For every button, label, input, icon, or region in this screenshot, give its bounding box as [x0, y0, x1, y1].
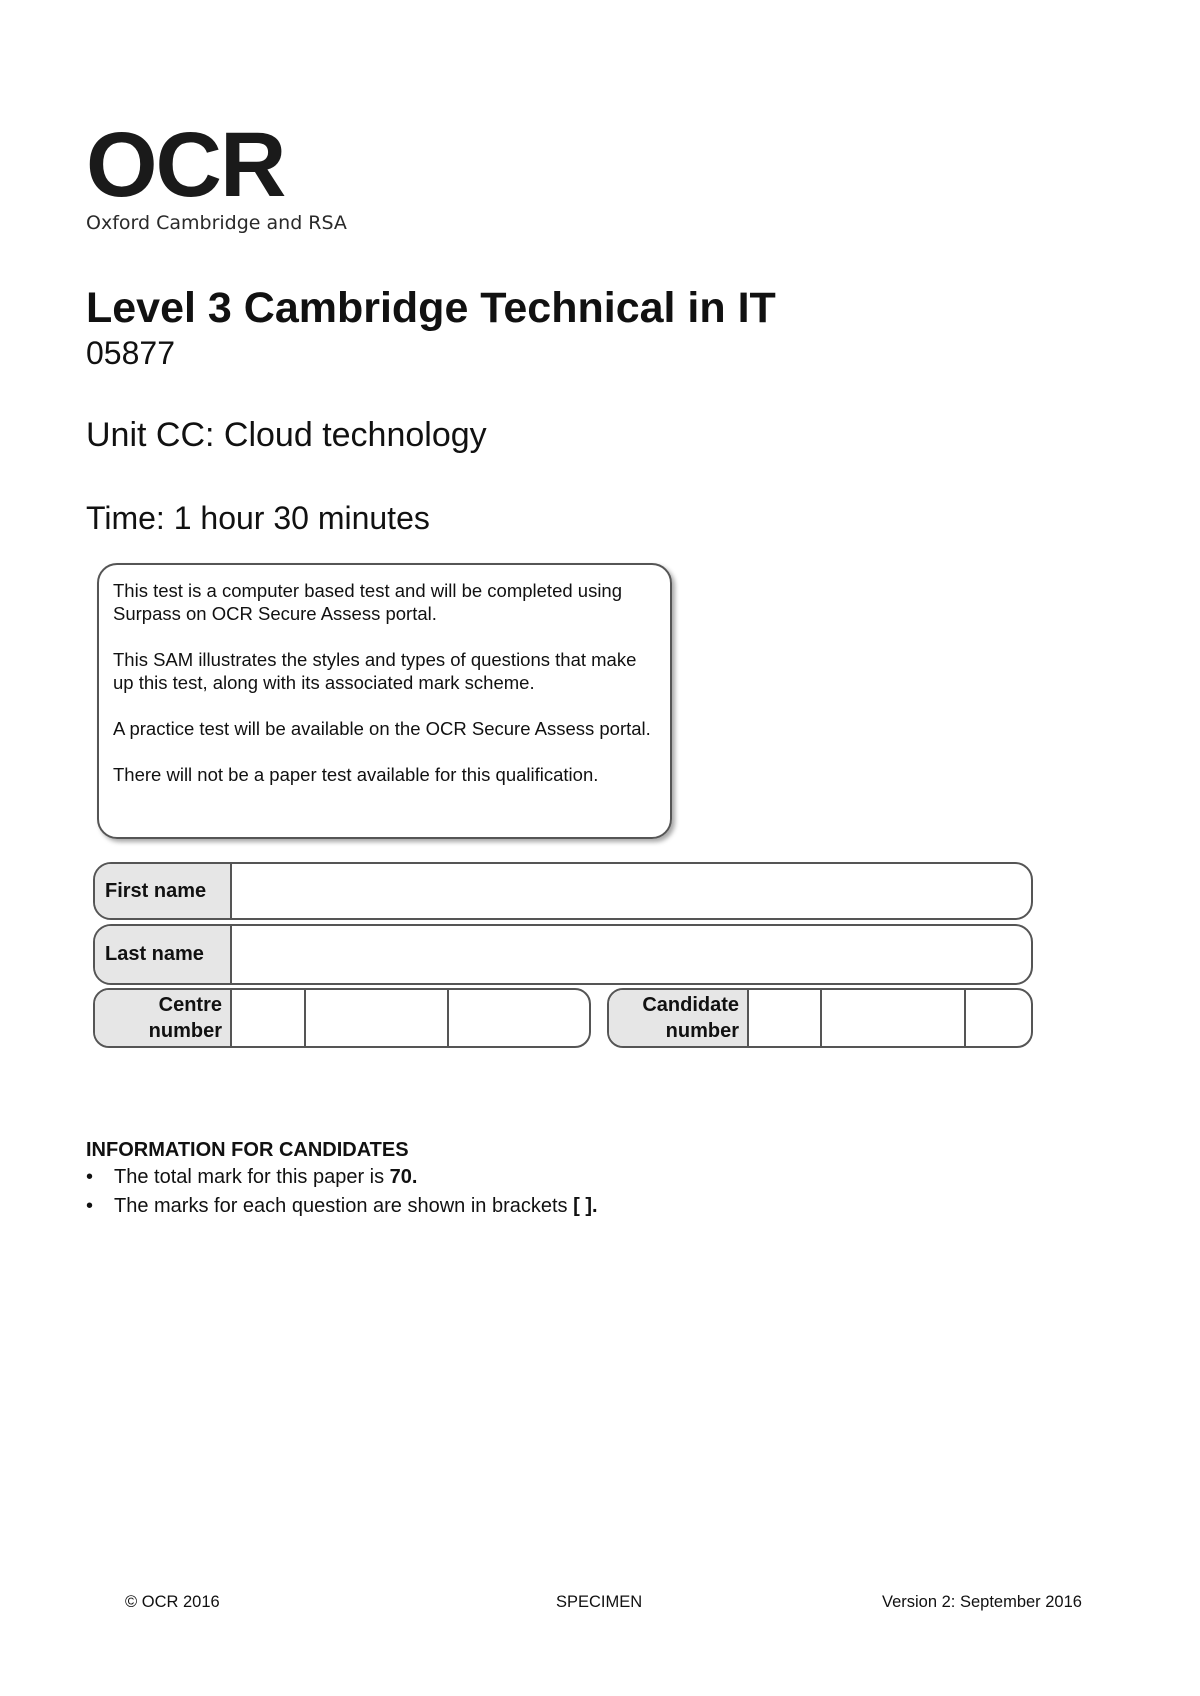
footer-specimen: SPECIMEN	[556, 1593, 643, 1611]
page-title: Level 3 Cambridge Technical in IT	[86, 284, 776, 332]
last-name-field[interactable]	[232, 926, 1031, 983]
candidate-number-box	[607, 988, 1033, 1048]
candidate-label-line2: number	[665, 1020, 739, 1042]
centre-number-cell[interactable]	[232, 990, 306, 1046]
footer-version: Version 2: September 2016	[882, 1593, 1082, 1611]
info-heading: INFORMATION FOR CANDIDATES	[86, 1139, 409, 1161]
first-name-field[interactable]	[232, 864, 1031, 918]
logo-mark: OCR	[86, 114, 285, 216]
candidate-number-label	[609, 990, 749, 1046]
candidate-number-cell[interactable]	[822, 990, 966, 1046]
notice-paragraph-4: There will not be a paper test available for this qualification.	[113, 764, 599, 785]
info-item-1-text: The total mark for this paper is	[114, 1166, 390, 1188]
candidate-number-cell[interactable]	[749, 990, 822, 1046]
centre-number-cell[interactable]	[306, 990, 449, 1046]
bullet-icon: •	[86, 1166, 94, 1188]
ocr-logo	[86, 114, 356, 234]
centre-label-line1: Centre	[158, 994, 222, 1016]
notice-paragraph-2: This SAM illustrates the styles and types of questions that make up this test, along with its associated mark scheme.	[113, 649, 637, 693]
time-allowed: Time: 1 hour 30 minutes	[86, 500, 430, 536]
last-name-label: Last name	[95, 926, 232, 983]
candidate-label-line1: Candidate	[642, 994, 739, 1016]
notice-paragraph-3: A practice test will be available on the OCR Secure Assess portal.	[113, 718, 651, 739]
centre-number-cell[interactable]	[449, 990, 589, 1046]
centre-number-label	[95, 990, 232, 1046]
last-name-row	[93, 924, 1033, 985]
list-item	[86, 1163, 598, 1192]
centre-number-box	[93, 988, 591, 1048]
centre-label-line2: number	[148, 1020, 222, 1042]
bullet-icon: •	[86, 1195, 94, 1217]
brackets-symbol: [ ].	[573, 1195, 598, 1217]
first-name-label: First name	[95, 864, 232, 918]
total-marks-value: 70.	[389, 1166, 418, 1188]
info-item-2-text: The marks for each question are shown in brackets	[114, 1195, 574, 1217]
notice-paragraph-1: This test is a computer based test and will be completed using Surpass on OCR Secure Assess portal.	[113, 580, 623, 624]
logo-subtitle: Oxford Cambridge and RSA	[86, 212, 347, 234]
qualification-code: 05877	[86, 335, 175, 371]
unit-title: Unit CC: Cloud technology	[86, 416, 487, 454]
footer-copyright: © OCR 2016	[125, 1593, 220, 1611]
info-list	[86, 1163, 598, 1221]
candidate-number-cell[interactable]	[966, 990, 1031, 1046]
test-notice-box	[97, 563, 672, 839]
list-item	[86, 1192, 598, 1221]
first-name-row	[93, 862, 1033, 920]
